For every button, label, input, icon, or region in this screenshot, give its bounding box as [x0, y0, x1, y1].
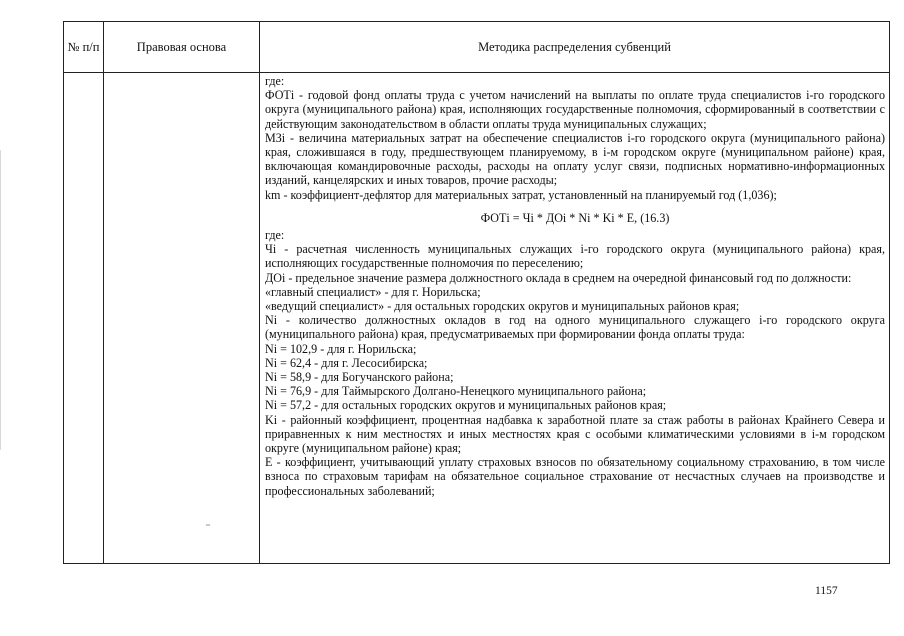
scan-edge-line	[0, 150, 1, 450]
paragraph-do-definition: ДОi - предельное значение размера должностного оклада в среднем на очередной финансовый год по должности:	[265, 270, 852, 285]
cell-methodology	[260, 73, 890, 564]
paragraph-ni-norilsk: Ni = 102,9 - для г. Норильска;	[265, 341, 417, 356]
paragraph-ni-taimyr: Ni = 76,9 - для Таймырского Долгано-Ненецкого муниципального района;	[265, 384, 647, 399]
paragraph-ki-definition: Ki - районный коэффициент, процентная надбавка к заработной плате за стаж работы в районах Крайнего Севера и приравненных к ним местностях и иных местностях края с особыми климатическими условиями в i-м городском округе (муниципальном районе) края;	[265, 412, 885, 456]
paragraph-ni-others: Ni = 57,2 - для остальных городских округов и муниципальных районов края;	[265, 398, 667, 413]
paragraph-ch-definition: Чi - расчетная численность муниципальных служащих i-го городского округа (муниципального района) края, исполняющих государственные полномочия по переселению;	[265, 242, 885, 271]
formula-16-3: ФОТi = Чi * ДОi * Ni * Ki * E, (16.3)	[480, 210, 670, 225]
paragraph-e-definition: Е - коэффициент, учитывающий уплату страховых взносов по обязательному социальному страхованию, в том числе взноса по страховым тарифам на обязательное социальное страхование от несчастных случаев на производстве и профессиональных заболеваний;	[265, 455, 885, 498]
cell-num	[64, 73, 104, 564]
paragraph-mz-definition: МЗi - величина материальных затрат на обеспечение специалистов i-го городского округа (муниципального района) края, сложившаяся в году, предшествующем планируемому, в i-м городском округе (муниципальном районе) края, включающая командировочные расходы, расходы на оплату услуг связи, подписных нормативно-информационных изданий, канцелярских и иных товаров, прочие расходы;	[265, 130, 885, 188]
paragraph-chief-specialist: «главный специалист» - для г. Норильска;	[265, 284, 481, 299]
paragraph-km-definition: km - коэффициент-дефлятор для материальных затрат, установленный на планируемый год (1,036);	[265, 187, 777, 202]
header-num: № п/п	[64, 22, 104, 73]
header-legal-basis: Правовая основа	[104, 22, 260, 73]
table-row	[64, 73, 890, 564]
paragraph-where: где:	[265, 74, 285, 88]
header-methodology: Методика распределения субвенций	[260, 22, 890, 73]
paragraph-fot-definition: ФОТi - годовой фонд оплаты труда с учетом начислений на выплаты по оплате труда специалистов i-го городского округа (муниципального района) края, исполняющих государственные полномочия, сформированный в соответствии с действующим законодательством в области оплаты труда муниципальных служащих;	[265, 88, 885, 131]
paragraph-where: где:	[265, 228, 285, 243]
paragraph-ni-lesosibirsk: Ni = 62,4 - для г. Лесосибирска;	[265, 355, 428, 370]
methodology-table	[63, 21, 890, 564]
page-number: 1157	[815, 585, 838, 597]
paragraph-ni-boguchany: Ni = 58,9 - для Богучанского района;	[265, 370, 454, 385]
paragraph-leading-specialist: «ведущий специалист» - для остальных городских округов и муниципальных районов края;	[265, 299, 740, 314]
paragraph-ni-definition: Ni - количество должностных окладов в год на одного муниципального служащего i-го городского округа (муниципального района) края, предусматриваемых при формировании фонда оплаты труда:	[265, 313, 885, 342]
table-header-row	[64, 22, 890, 73]
cell-legal-basis	[104, 73, 260, 564]
methodology-text	[260, 73, 889, 498]
